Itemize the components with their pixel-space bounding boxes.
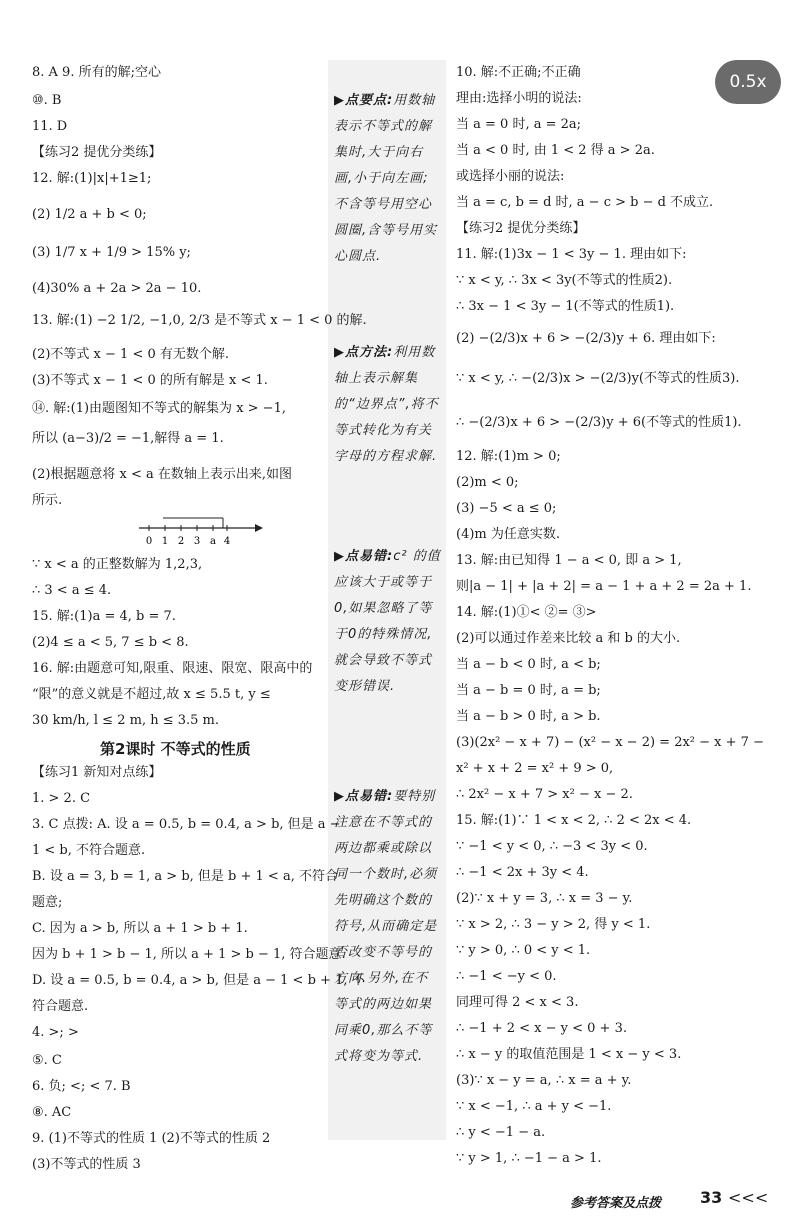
tip-body: 用数轴表示不等式的解集时,大于向右画,小于向左画;不含等号用空心圆圈,含等号用实心圆点. [334, 93, 438, 264]
right-line: 当 a − b = 0 时, a = b; [456, 683, 601, 698]
right-line: ∴ 2x² − x + 7 > x² − x − 2. [456, 787, 633, 802]
number-line-label: 0 [145, 536, 153, 547]
left-line: 6. 负; <; < 7. B [32, 1079, 131, 1094]
right-line: 当 a − b < 0 时, a < b; [456, 657, 601, 672]
right-line: (2)∵ x + y = 3, ∴ x = 3 − y. [456, 891, 633, 906]
left-line: B. 设 a = 3, b = 1, a > b, 但是 b + 1 < a, 不符合 [32, 869, 338, 884]
right-line: ∴ −(2/3)x + 6 > −(2/3)y + 6(不等式的性质1). [456, 415, 742, 430]
right-line: ∵ x < y, ∴ −(2/3)x > −(2/3)y(不等式的性质3). [456, 371, 740, 386]
right-line: ∵ y > 1, ∴ −1 − a > 1. [456, 1151, 602, 1166]
section-title: 第2课时 不等式的性质 [100, 740, 251, 758]
right-line: ∵ x < −1, ∴ a + y < −1. [456, 1099, 612, 1114]
number-line-label: 1 [161, 536, 169, 547]
right-line: 当 a = c, b = d 时, a − c > b − d 不成立. [456, 195, 714, 210]
zoom-level-badge[interactable]: 0.5x [715, 60, 781, 104]
right-line: (2)可以通过作差来比较 a 和 b 的大小. [456, 631, 681, 646]
number-line [135, 516, 265, 550]
right-line: ∴ x − y 的取值范围是 1 < x − y < 3. [456, 1047, 682, 1062]
left-line: (2)4 ≤ a < 5, 7 ≤ b < 8. [32, 635, 189, 650]
left-line: (2)不等式 x − 1 < 0 有无数个解. [32, 347, 229, 362]
left-line: 1 < b, 不符合题意. [32, 843, 146, 858]
right-line: 14. 解:(1)①< ②= ③> [456, 605, 597, 620]
right-line: ∴ −1 < 2x + 3y < 4. [456, 865, 589, 880]
number-line-label: a [210, 536, 216, 547]
left-line: (3)不等式的性质 3 [32, 1157, 141, 1172]
left-line: 因为 b + 1 > b − 1, 所以 a + 1 > b − 1, 符合题意. [32, 947, 346, 962]
left-line: 符合题意. [32, 999, 89, 1014]
number-line-label: 2 [177, 536, 185, 547]
right-line: ∴ −1 + 2 < x − y < 0 + 3. [456, 1021, 627, 1036]
left-line: (4)30% a + 2a > 2a − 10. [32, 281, 202, 296]
left-line: 9. (1)不等式的性质 1 (2)不等式的性质 2 [32, 1131, 271, 1146]
left-line: 【练习1 新知对点练】 [32, 765, 162, 780]
right-line: ∵ x < y, ∴ 3x < 3y(不等式的性质2). [456, 273, 673, 288]
left-line: 1. > 2. C [32, 791, 91, 806]
page-arrows: <<< [728, 1188, 769, 1207]
right-line: ∴ −1 < −y < 0. [456, 969, 557, 984]
tip-body: 要特别注意在不等式的两边都乘或除以同一个数时,必须先明确这个数的符号,从而确定是否改变不等号的方向.另外,在不等式的两边如果同乘0,那么不等式将变为等式. [334, 789, 438, 1064]
right-line: 11. 解:(1)3x − 1 < 3y − 1. 理由如下: [456, 247, 687, 262]
left-line: D. 设 a = 0.5, b = 0.4, a > b, 但是 a − 1 < b + 1, 不 [32, 973, 365, 988]
right-line: 12. 解:(1)m > 0; [456, 449, 561, 464]
left-line: 8. A 9. 所有的解;空心 [32, 65, 161, 80]
left-line: 15. 解:(1)a = 4, b = 7. [32, 609, 176, 624]
left-line: (3)不等式 x − 1 < 0 的所有解是 x < 1. [32, 373, 268, 388]
left-line: 30 km/h, l ≤ 2 m, h ≤ 3.5 m. [32, 713, 220, 728]
tip-box [334, 544, 442, 700]
right-line: (3)∵ x − y = a, ∴ x = a + y. [456, 1073, 632, 1088]
tip-box [334, 784, 442, 1070]
left-line: ⑧. AC [32, 1105, 72, 1120]
right-line: (2)m < 0; [456, 475, 519, 490]
right-line: (4)m 为任意实数. [456, 527, 561, 542]
tip-heading: ▶点方法: [334, 345, 394, 360]
footer-label: 参考答案及点拨 [570, 1196, 662, 1211]
left-line: 16. 解:由题意可知,限重、限速、限宽、限高中的 [32, 661, 313, 676]
tip-box [334, 340, 442, 470]
left-line: 11. D [32, 119, 68, 134]
right-line: 13. 解:由已知得 1 − a < 0, 即 a > 1, [456, 553, 682, 568]
right-line: 当 a < 0 时, 由 1 < 2 得 a > 2a. [456, 143, 655, 158]
tip-heading: ▶点易错: [334, 549, 394, 564]
left-line: 13. 解:(1) −2 1/2, −1,0, 2/3 是不等式 x − 1 < 0 的解. [32, 313, 367, 328]
right-line: ∴ y < −1 − a. [456, 1125, 546, 1140]
right-line: ∵ −1 < y < 0, ∴ −3 < 3y < 0. [456, 839, 648, 854]
left-line: 题意; [32, 895, 63, 910]
left-line: (3) 1/7 x + 1/9 > 15% y; [32, 245, 191, 260]
right-line: 15. 解:(1)∵ 1 < x < 2, ∴ 2 < 2x < 4. [456, 813, 692, 828]
right-line: ∵ x > 2, ∴ 3 − y > 2, 得 y < 1. [456, 917, 651, 932]
left-line: ⑤. C [32, 1053, 62, 1068]
right-line: 或选择小丽的说法: [456, 169, 565, 184]
right-line: 当 a = 0 时, a = 2a; [456, 117, 582, 132]
right-line: (3) −5 < a ≤ 0; [456, 501, 557, 516]
left-line: “限”的意义就是不超过,故 x ≤ 5.5 t, y ≤ [32, 687, 271, 702]
left-line: C. 因为 a > b, 所以 a + 1 > b + 1. [32, 921, 248, 936]
right-line: 10. 解:不正确;不正确 [456, 65, 581, 80]
left-line: 【练习2 提优分类练】 [32, 145, 162, 160]
number-line-label: 4 [223, 536, 231, 547]
tip-body: 利用数轴上表示解集的“边界点”,将不等式转化为有关字母的方程求解. [334, 345, 439, 464]
left-line: 12. 解:(1)|x|+1≥1; [32, 171, 152, 186]
right-line: ∵ y > 0, ∴ 0 < y < 1. [456, 943, 591, 958]
right-line: 同理可得 2 < x < 3. [456, 995, 579, 1010]
left-line: 3. C 点拨: A. 设 a = 0.5, b = 0.4, a > b, 但是 a − [32, 817, 341, 832]
number-line-label: 3 [193, 536, 201, 547]
left-line: ∵ x < a 的正整数解为 1,2,3, [32, 557, 203, 572]
tip-heading: ▶点易错: [334, 789, 394, 804]
right-line: (3)(2x² − x + 7) − (x² − x − 2) = 2x² − x + 7 − [456, 735, 764, 750]
right-line: (2) −(2/3)x + 6 > −(2/3)y + 6. 理由如下: [456, 331, 716, 346]
right-line: x² + x + 2 = x² + 9 > 0, [456, 761, 614, 776]
left-line: ∴ 3 < a ≤ 4. [32, 583, 112, 598]
right-line: ∴ 3x − 1 < 3y − 1(不等式的性质1). [456, 299, 675, 314]
left-line: 4. >; > [32, 1025, 79, 1040]
tip-box [334, 88, 442, 270]
left-line: 所以 (a−3)/2 = −1,解得 a = 1. [32, 431, 224, 446]
right-line: 【练习2 提优分类练】 [456, 221, 586, 236]
right-line: 理由:选择小明的说法: [456, 91, 582, 106]
tip-body: c² 的值应该大于或等于0,如果忽略了等于0的特殊情况,就会导致不等式变形错误. [334, 549, 441, 694]
left-line: (2)根据题意将 x < a 在数轴上表示出来,如图 [32, 467, 293, 482]
left-line: ⑩. B [32, 93, 62, 108]
right-line: 当 a − b > 0 时, a > b. [456, 709, 601, 724]
page-number: 33 [700, 1188, 723, 1207]
left-line: 所示. [32, 493, 63, 508]
left-line: ⑭. 解:(1)由题图知不等式的解集为 x > −1, [32, 401, 286, 416]
left-line: (2) 1/2 a + b < 0; [32, 207, 147, 222]
right-line: 则|a − 1| + |a + 2| = a − 1 + a + 2 = 2a + 1. [456, 579, 752, 594]
tip-heading: ▶点要点: [334, 93, 394, 108]
